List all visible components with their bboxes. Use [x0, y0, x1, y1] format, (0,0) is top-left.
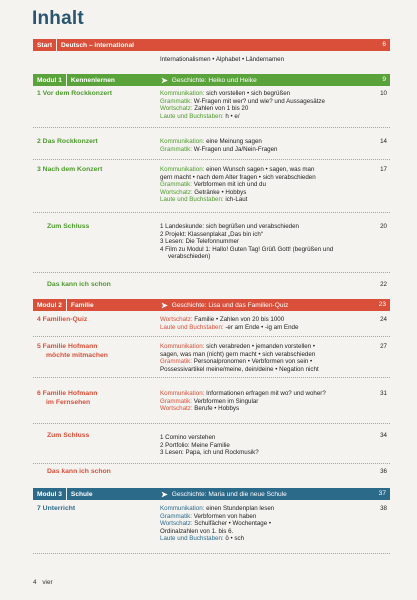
chapter-page: 20 [380, 223, 387, 230]
item-value: Berufe • Hobbys [192, 405, 240, 413]
item-value: 2 Portfolio: Meine Familie [160, 441, 230, 449]
chapter-title: 1 Vor dem Rockkonzert [37, 90, 113, 97]
module3-story [161, 488, 287, 500]
item-key: Grammatik: [160, 358, 192, 366]
divider [33, 272, 390, 273]
item-value: -er am Ende • -ig am Ende [223, 323, 299, 331]
arrow-icon: ➤ [161, 489, 168, 499]
start-title: Deutsch – international [61, 41, 134, 49]
chapter-items [160, 90, 375, 120]
item-key: Kommunikation: [160, 138, 205, 145]
module3-page: 37 [378, 490, 386, 497]
bar-separator [66, 488, 67, 500]
chapter-page: 24 [380, 316, 387, 323]
chapter-title-line: 5 Familie Hofmann [37, 343, 98, 350]
item-key: Kommunikation: [160, 505, 205, 512]
chapter-page: 36 [380, 468, 387, 475]
item-key: Kommunikation: [160, 343, 205, 350]
item-value: ö • sch [223, 535, 245, 543]
footer-page-word: vier [42, 579, 53, 586]
chapter-items [160, 316, 375, 331]
item-value: sagen, was man (nicht) gern macht • sich verabschieden [160, 350, 316, 358]
chapter-title-line: 6 Familie Hofmann [37, 390, 98, 397]
module1-label: Modul 1 [37, 76, 62, 84]
item-value: W-Fragen und Ja/Nein-Fragen [191, 145, 278, 153]
divider [33, 463, 390, 464]
item-value: Verbformen im Singular [191, 397, 259, 405]
chapter-items [160, 343, 375, 373]
item-value: 3 Lesen: Die Telefonnummer [160, 238, 239, 246]
item-key: Grammatik: [160, 97, 192, 105]
item-value: Personalpronomen • Verbformen von sein • [191, 358, 313, 366]
module2-story-text: Geschichte: Lisa und das Familien-Quiz [171, 301, 289, 309]
chapter-title: 3 Nach dem Konzert [37, 166, 103, 173]
item-key: Kommunikation: [160, 166, 205, 173]
chapter-title: Zum Schluss [47, 223, 90, 230]
start-subtitle: Internationalismen • Alphabet • Ländernamen [160, 56, 285, 63]
item-value: Possessivartikel meine/meine, dein/deine • Negation nicht [160, 365, 319, 373]
module2-title: Familie [70, 301, 94, 309]
divider [33, 336, 390, 337]
divider [33, 377, 390, 378]
chapter-title: Zum Schluss [47, 432, 90, 439]
item-value: Schulfächer • Wochentage • [192, 520, 272, 528]
divider [33, 212, 390, 213]
chapter-page: 34 [380, 432, 387, 439]
footer-page-number: 4 [33, 579, 37, 586]
item-value: sich vorstellen • sich begrüßen [204, 90, 291, 97]
page-title: Inhalt [32, 8, 84, 29]
item-value: gern macht • nach dem Alter fragen • sich verabschieden [160, 173, 316, 181]
divider [33, 127, 390, 128]
chapter-title [37, 390, 97, 407]
module2-page: 23 [378, 301, 386, 308]
chapter-page: 14 [380, 138, 387, 145]
chapter-title: Das kann ich schon [47, 468, 111, 475]
item-key: Laute und Buchstaben: [160, 535, 224, 543]
item-value: Familie • Zahlen von 20 bis 1000 [192, 316, 285, 323]
chapter-title-line: im Fernsehen [46, 398, 91, 406]
chapter-page: 27 [380, 343, 387, 350]
item-key: Grammatik: [160, 397, 192, 405]
item-key: Kommunikation: [160, 390, 205, 397]
module1-page: 9 [382, 76, 386, 83]
module1-bar [33, 74, 390, 86]
item-key: Wortschatz: [160, 405, 193, 413]
item-value: Ordinalzahlen von 1. bis 6. [160, 527, 234, 535]
chapter-page: 22 [380, 281, 387, 288]
chapter-title [37, 343, 108, 360]
start-label: Start [37, 41, 53, 49]
item-value: Informationen erfragen mit wo? und woher? [204, 390, 326, 397]
item-value: 1 Landeskunde: sich begrüßen und verabschieden [160, 223, 299, 230]
chapter-items [160, 505, 375, 543]
module3-title: Schule [70, 490, 93, 498]
item-value: 3 Lesen: Papa, ich und Rockmusik? [160, 449, 259, 457]
chapter-page: 10 [380, 90, 387, 97]
item-value: Verbformen von haben [191, 512, 257, 520]
bar-separator [66, 299, 67, 311]
module1-story [161, 74, 257, 86]
item-value: eine Meinung sagen [204, 138, 262, 145]
item-key: Wortschatz: [160, 316, 193, 323]
chapter-title: Das kann ich schon [47, 281, 111, 288]
item-key: Kommunikation: [160, 90, 205, 97]
chapter-page: 31 [380, 390, 387, 397]
divider [33, 159, 390, 160]
bar-separator [56, 39, 57, 51]
item-key: Wortschatz: [160, 105, 193, 113]
module1-title: Kennenlernen [70, 76, 115, 84]
divider [33, 553, 390, 554]
chapter-items [160, 166, 375, 204]
item-value: 1 Comino verstehen [160, 434, 216, 441]
chapter-title: 2 Das Rockkonzert [37, 138, 98, 145]
arrow-icon: ➤ [161, 300, 168, 310]
bar-separator [66, 74, 67, 86]
start-bar [33, 39, 390, 51]
module3-story-text: Geschichte: Maria und die neue Schule [171, 490, 287, 498]
item-value: Verbformen mit ich und du [191, 181, 266, 189]
module2-story [161, 299, 288, 311]
item-value: h • e/ [223, 112, 240, 120]
item-key: Grammatik: [160, 145, 192, 153]
start-page: 6 [382, 41, 386, 48]
chapter-title: 7 Unterricht [37, 505, 76, 512]
module1-story-text: Geschichte: Heiko und Heike [171, 76, 257, 84]
item-value: einen Wunsch sagen • sagen, was man [204, 166, 315, 173]
item-key: Laute und Buchstaben: [160, 196, 224, 204]
arrow-icon: ➤ [161, 75, 168, 85]
chapter-title: 4 Familien-Quiz [37, 316, 88, 323]
chapter-title-line: möchte mitmachen [46, 351, 108, 359]
chapter-items [160, 434, 375, 457]
item-key: Wortschatz: [160, 520, 193, 528]
item-key: Grammatik: [160, 512, 192, 520]
item-value: W-Fragen mit wer? und wie? und Aussagesätze [191, 97, 325, 105]
module2-label: Modul 2 [37, 301, 62, 309]
item-value: einen Stundenplan lesen [204, 505, 275, 512]
divider [33, 423, 390, 424]
item-key: Grammatik: [160, 181, 192, 189]
page-footer [33, 579, 53, 586]
module3-bar [33, 488, 390, 500]
chapter-page: 38 [380, 505, 387, 512]
chapter-items [160, 138, 375, 153]
item-value: verabschieden) [168, 253, 211, 261]
item-key: Wortschatz: [160, 188, 193, 196]
chapter-items [160, 390, 375, 413]
item-value: Getränke • Hobbys [192, 188, 247, 196]
chapter-page: 17 [380, 166, 387, 173]
item-value: sich verabreden • jemanden vorstellen • [204, 343, 315, 350]
item-key: Laute und Buchstaben: [160, 112, 224, 120]
item-value: Zahlen von 1 bis 20 [192, 105, 249, 113]
item-value: 2 Projekt: Klassenplakat „Das bin ich“ [160, 230, 263, 238]
module3-label: Modul 3 [37, 490, 62, 498]
item-value: 4 Film zu Modul 1: Hallo! Guten Tag! Grüß Gott! (begrüßen und [160, 245, 334, 253]
chapter-items [160, 223, 375, 261]
item-value: ich-Laut [223, 196, 248, 204]
item-key: Laute und Buchstaben: [160, 323, 224, 331]
module2-bar [33, 299, 390, 311]
